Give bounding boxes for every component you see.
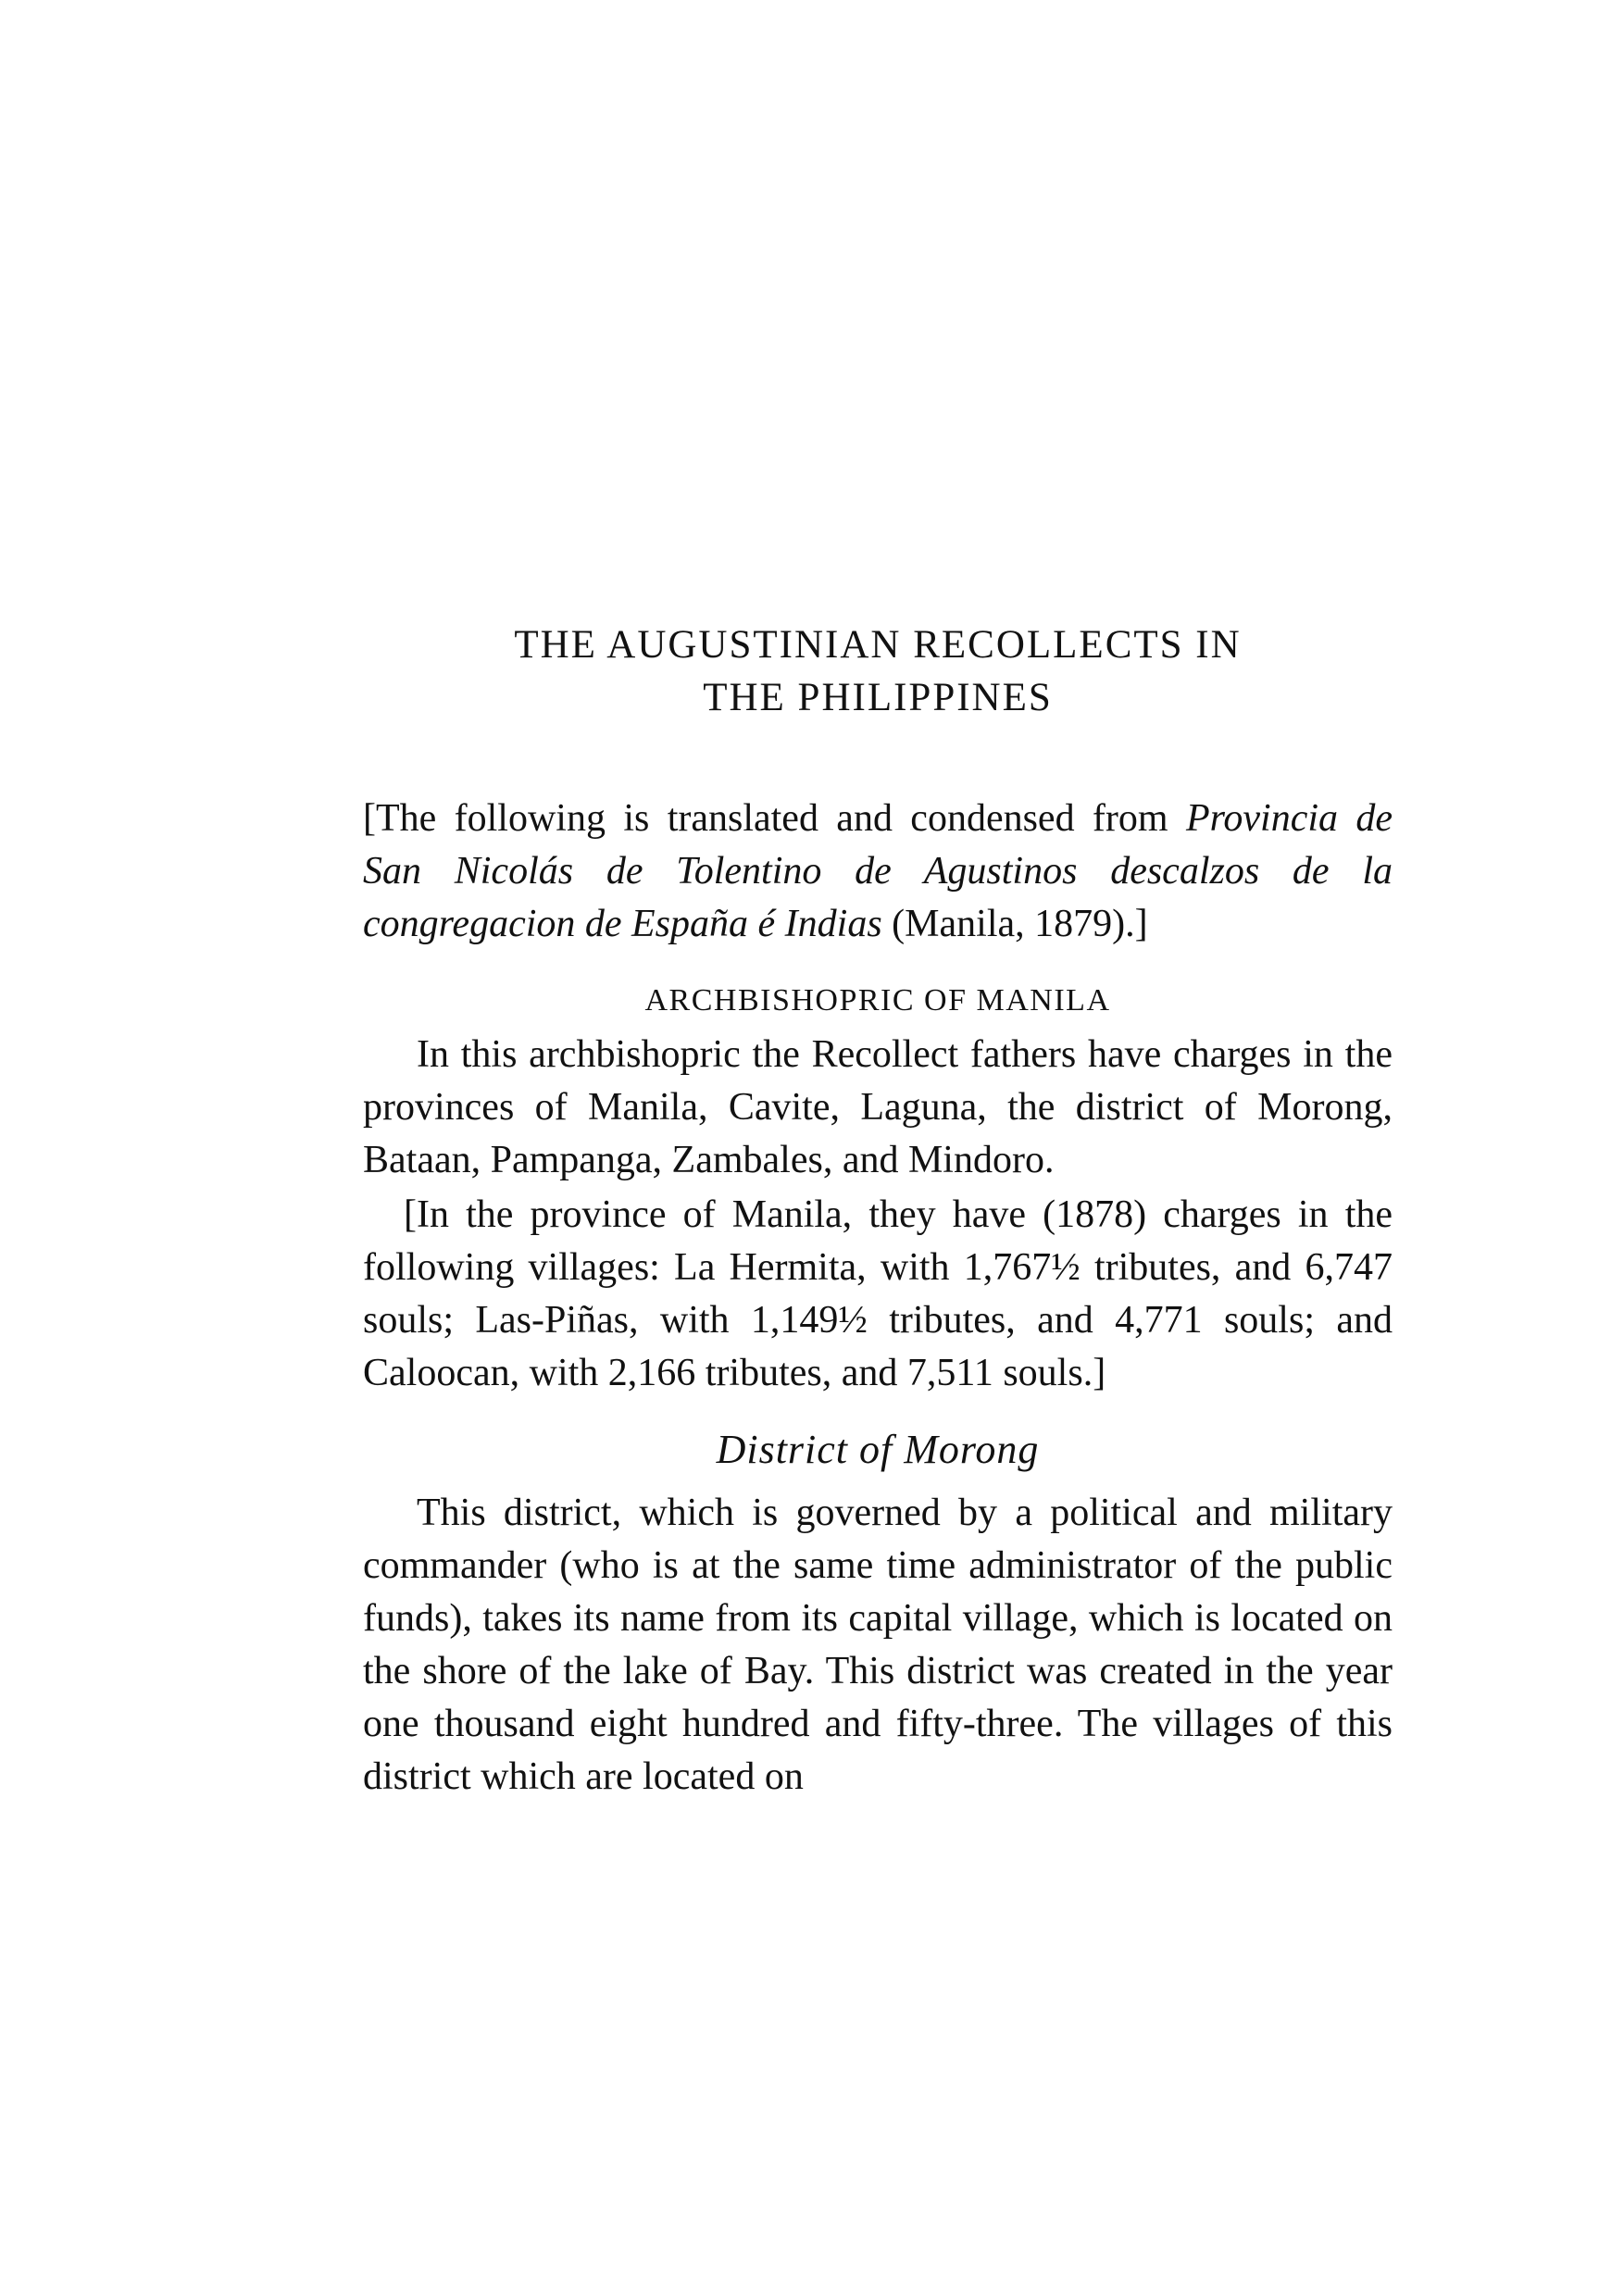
body-paragraph: In this archbishopric the Recollect fathers have charges in the provinces of Manila, Cavite, Laguna, the district of Morong, Bataan, Pampanga, Zambales, and Mindoro. [363, 1033, 1393, 1181]
chapter-title-line-1: THE AUGUSTINIAN RECOLLECTS IN [514, 623, 1242, 667]
body-paragraph: This district, which is governed by a political and military commander (who is at the same time administrator of the public funds), takes its name from its capital village, which is located on the shore of the lake of Bay. This district was created in the year one thousand eight hundred and fifty-three. The villages of this district which are located on [363, 1492, 1393, 1798]
editorial-note [363, 793, 1393, 951]
editorial-note-tail: (Manila, 1879).] [881, 903, 1148, 945]
editorial-note-lead: [The following is translated and condensed from [363, 797, 1186, 840]
text-column [363, 618, 1393, 1804]
body-paragraph: [In the province of Manila, they have (1878) charges in the following villages: La Hermita, with 1,767½ tributes, and 6,747 souls; Las-Piñas, with 1,149½ tributes, and 4,771 souls; and Caloocan, with 2,166 tributes, and 7,511 souls.] [363, 1193, 1393, 1394]
chapter-title [363, 618, 1393, 724]
subsection-heading: District of Morong [716, 1427, 1040, 1472]
source-title: Provincia de San Nicolás de Tolentino de Agustinos descalzos de la congregacion de España é Indias [363, 797, 1393, 945]
section-heading: ARCHBISHOPRIC OF MANILA [644, 983, 1111, 1018]
chapter-title-line-2: THE PHILIPPINES [703, 676, 1053, 719]
